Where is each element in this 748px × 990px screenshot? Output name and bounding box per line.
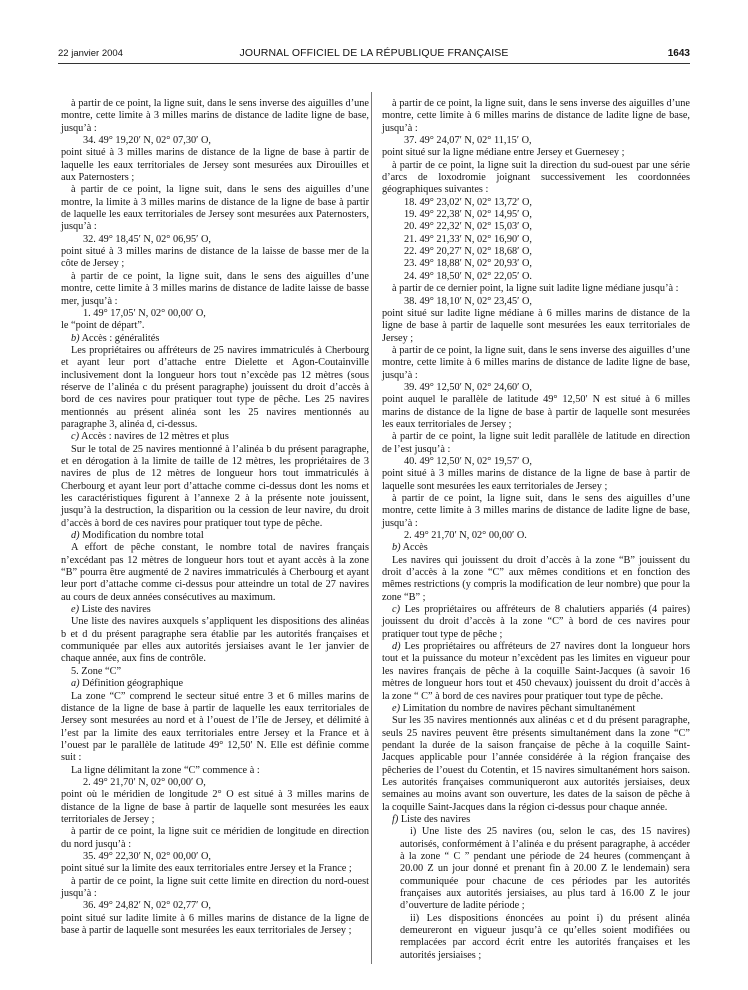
subsection-label: c) bbox=[392, 604, 400, 616]
paragraph-text: La zone “C” comprend le secteur situé entre 3 et 6 milles marins de distance de la ligne de base à partir de laquelle les eaux territoriales de Jersey sont mesurées au nord et à l’ouest de l’île de Jersey, et délimité à l’est par la limite des eaux territoriales entre Jersey et la France et à l’ouest par le parallèle de latitude 49° 12,50′ N. Elle est définie comme suit : bbox=[61, 690, 369, 764]
paragraph-text: 18. 49° 23,02′ N, 02° 13,72′ O, bbox=[404, 196, 533, 208]
paragraph-text: Une liste des navires auxquels s’appliquent les dispositions des alinéas b et d du présent paragraphe sera établie par les autorités françaises et communiquée par elles aux autorités jersiaises avant le 1er janvier de chaque année, aux fins de contrôle. bbox=[61, 616, 369, 665]
coordinate-line bbox=[61, 234, 369, 246]
paragraph bbox=[61, 616, 369, 665]
paragraph-text: Sur le total de 25 navires mentionné à l’alinéa b du présent paragraphe, et en dérogation à la limite de taille de 12 mètres, les propriétaires de 3 navires de plus de 12 mètres de longueur hors tout immatriculés à Cherbourg et ayant leur port d’attache comme ci-dessus dont les noms et les caractéristiques figurent à l’annexe 2 à la présente note jouissent, jusqu’à la destruction, la disparition ou la cession de leur navire, du droit d’accès à bord de ces navires pour pratiquer tout type de pêche. bbox=[61, 443, 369, 529]
paragraph-text: à partir de ce point, la ligne suit la direction du sud-ouest par une série d’arcs de loxodromie joignant successivement les coordonnées géographiques suivantes : bbox=[382, 159, 690, 196]
paragraph-text: 23. 49° 18,88′ N, 02° 20,93′ O, bbox=[404, 258, 533, 270]
page-header bbox=[0, 0, 748, 80]
subsection-label: b) bbox=[71, 332, 80, 344]
coordinate-line bbox=[61, 851, 369, 863]
paragraph-text: Sur les 35 navires mentionnés aux alinéas c et d du présent paragraphe, seuls 25 navires peuvent être présents simultanément dans la zone “C” pendant la durée de la saison française de pêche à la coquille Saint-Jacques applicable pour l’année considérée à la région française des pêcheries de l’ouest du Cotentin, et 15 navires simultanément hors saison. Les autorités françaises communiqueront aux autorités jersiaises, deux semaines au moins avant son ouverture, les dates de la saison de pêche à la coquille Saint-Jacques dans la région ci-dessus pour chaque année. bbox=[382, 715, 690, 813]
paragraph-text: 5. Zone “C” bbox=[71, 665, 122, 677]
paragraph-text: Liste des navires bbox=[81, 604, 151, 616]
header-date: 22 janvier 2004 bbox=[58, 48, 123, 59]
coordinate-line bbox=[382, 382, 690, 394]
page-number: 1643 bbox=[667, 48, 690, 59]
paragraph bbox=[61, 147, 369, 184]
paragraph bbox=[61, 913, 369, 938]
paragraph-text: 2. 49° 21,70′ N, 02° 00,00′ O. bbox=[404, 530, 527, 542]
paragraph-text: Accès : navires de 12 mètres et plus bbox=[81, 431, 229, 443]
coordinate-line bbox=[382, 135, 690, 147]
subsection-paragraph bbox=[382, 604, 690, 641]
column-divider bbox=[371, 92, 372, 964]
paragraph-text: point auquel le parallèle de latitude 49° 12,50′ N est situé à 6 milles marins de distance de la ligne de base à partir de laquelle sont mesurées les eaux territoriales de Jersey ; bbox=[382, 394, 690, 430]
header-title: JOURNAL OFFICIEL DE LA RÉPUBLIQUE FRANÇAISE bbox=[239, 47, 509, 59]
paragraph bbox=[61, 98, 369, 135]
paragraph-text: 21. 49° 21,33′ N, 02° 16,90′ O, bbox=[404, 233, 533, 245]
subsection-paragraph bbox=[382, 703, 690, 715]
paragraph-text: à partir de ce point, la ligne suit, dans le sens des aiguilles d’une montre, la limite à 3 milles marins de distance de la ligne de base à partir de laquelle les eaux territoriales de Jersey sont mesurées aux Paternosters, jusqu’à : bbox=[61, 184, 369, 233]
paragraph-text: Accès : généralités bbox=[81, 332, 160, 344]
paragraph bbox=[382, 394, 690, 431]
paragraph-text: à partir de ce dernier point, la ligne suit ladite ligne médiane jusqu’à : bbox=[392, 283, 679, 295]
paragraph bbox=[61, 876, 369, 901]
paragraph bbox=[61, 184, 369, 233]
paragraph bbox=[61, 320, 369, 332]
paragraph bbox=[61, 542, 369, 604]
paragraph-text: 34. 49° 19,20′ N, 02° 07,30′ O, bbox=[83, 135, 212, 147]
subsection-label: e) bbox=[71, 604, 79, 616]
paragraph-text: 40. 49° 12,50′ N, 02° 19,57′ O, bbox=[404, 455, 533, 467]
subsection-label: e) bbox=[392, 702, 400, 714]
paragraph-text: point situé sur ladite ligne médiane à 6 milles marins de distance de la ligne de base à partir de laquelle sont mesurées les eaux territoriales de Jersey ; bbox=[382, 307, 690, 344]
paragraph-text: 32. 49° 18,45′ N, 02° 06,95′ O, bbox=[83, 233, 212, 245]
paragraph-text: point situé à 3 milles marins de distance de la ligne de base à partir de laquelle les eaux territoriales de Jersey sont mesurées aux Dirouilles et aux Paternosters ; bbox=[61, 147, 369, 184]
coordinate-line bbox=[382, 221, 690, 233]
subsection-paragraph bbox=[61, 431, 369, 443]
paragraph-text: 2. 49° 21,70′ N, 02° 00,00′ O, bbox=[83, 776, 206, 788]
paragraph-text: 36. 49° 24,82′ N, 02° 02,77′ O, bbox=[83, 900, 212, 912]
paragraph-text: à partir de ce point, la ligne suit, dans le sens des aiguilles d’une montre, cette limite à 3 milles marins de distance de ladite ligne de base, jusqu’à : bbox=[382, 493, 690, 529]
right-column bbox=[382, 98, 690, 962]
coordinate-line bbox=[61, 777, 369, 789]
paragraph bbox=[382, 308, 690, 345]
paragraph bbox=[382, 555, 690, 604]
paragraph-text: 39. 49° 12,50′ N, 02° 24,60′ O, bbox=[404, 381, 533, 393]
left-column bbox=[61, 98, 369, 937]
paragraph-text: à partir de ce point, la ligne suit, dans le sens inverse des aiguilles d’une montre, cette limite à 6 milles marins de distance de ladite ligne de base, jusqu’à : bbox=[382, 98, 690, 134]
subsection-paragraph bbox=[61, 604, 369, 616]
subsection-label: b) bbox=[392, 542, 401, 554]
paragraph-text: Accès bbox=[402, 542, 428, 554]
paragraph-text: La ligne délimitant la zone “C” commence à : bbox=[71, 764, 260, 776]
coordinate-line bbox=[382, 234, 690, 246]
paragraph-text: A effort de pêche constant, le nombre total de navires français n’excédant pas 12 mètres de longueur hors tout et ayant accès à la zone “B” pourra être augmenté de 2 navires immatriculés à Cherbourg et ayant leur port d’attache comme ci-dessus pour atteindre un total de 27 navires au cours de deux années consécutives au maximum. bbox=[61, 542, 369, 603]
subsection-paragraph bbox=[382, 542, 690, 554]
coordinate-line bbox=[382, 258, 690, 270]
paragraph bbox=[382, 493, 690, 530]
coordinate-line bbox=[61, 308, 369, 320]
paragraph bbox=[61, 246, 369, 271]
paragraph bbox=[61, 444, 369, 530]
paragraph-text: à partir de ce point, la ligne suit cette limite en direction du nord-ouest jusqu’à : bbox=[61, 875, 369, 899]
subsection-label: d) bbox=[71, 530, 80, 542]
paragraph-text: Les propriétaires ou affréteurs de 8 chalutiers appariés (4 paires) jouissent du droit d’accès à la zone “C” à bord de ces navires pour pratiquer tout type de pêche ; bbox=[382, 604, 690, 640]
paragraph-text: point situé sur la ligne médiane entre Jersey et Guernesey ; bbox=[382, 147, 625, 159]
subsection-paragraph bbox=[382, 641, 690, 703]
paragraph-text: point situé à 3 milles marins de distance de la laisse de basse mer de la côte de Jersey ; bbox=[61, 246, 369, 270]
paragraph-text: le “point de départ”. bbox=[61, 320, 145, 332]
subsection-label: c) bbox=[71, 431, 79, 443]
paragraph-text: i) Une liste des 25 navires (ou, selon le cas, des 15 navires) autorisés, conformément à l’alinéa e du présent paragraphe, à accéder à la zone “ C ” pendant une période de 24 heures (commençant à 20.00 Z un jour donné et prenant fin à 20.00 Z le lendemain) sera communiquée pour chacune de ces périodes par les autorités françaises aux autorités jersiaises, au plus tard à 16.00 Z le jour d’ouverture de ladite période ; bbox=[400, 826, 690, 912]
paragraph-text: point situé à 3 milles marins de distance de la ligne de base à partir de laquelle sont mesurées les eaux territoriales de Jersey ; bbox=[382, 468, 690, 492]
paragraph bbox=[61, 863, 369, 875]
paragraph bbox=[382, 345, 690, 382]
paragraph-text: ii) Les dispositions énoncées au point i) du présent alinéa demeureront en vigueur jusqu’à ce qu’elles soient modifiées ou remplacées par accord écrit entre les autorités françaises et les autorités jersiaises ; bbox=[400, 912, 690, 961]
subsection-paragraph bbox=[61, 530, 369, 542]
coordinate-line bbox=[382, 296, 690, 308]
coordinate-line bbox=[382, 209, 690, 221]
paragraph-text: Les propriétaires ou affréteurs de 25 navires immatriculés à Cherbourg et ayant leur port d’attache entre Dielette et Agon-Coutainville inclusivement dont la longueur hors tout n’excède pas 12 mètres (sous réserve de l’alinéa c du présent paragraphe) jouissent du droit d’accès à bord de ces navires pour pratiquer tout type de pêche. Les 25 navires mentionnés au présent alinéa sont les 25 navires mentionnés au paragraphe 3, alinéa d, ci-dessus. bbox=[61, 344, 369, 430]
coordinate-line bbox=[382, 246, 690, 258]
paragraph-text: 1. 49° 17,05′ N, 02° 00,00′ O, bbox=[83, 307, 206, 319]
paragraph bbox=[382, 913, 690, 962]
paragraph-text: 35. 49° 22,30′ N, 02° 00,00′ O, bbox=[83, 850, 212, 862]
paragraph-text: 24. 49° 18,50′ N, 02° 22,05′ O. bbox=[404, 270, 533, 282]
coordinate-line bbox=[382, 271, 690, 283]
paragraph-text: Définition géographique bbox=[82, 678, 184, 690]
subsection-label: f) bbox=[392, 813, 399, 825]
paragraph bbox=[61, 789, 369, 826]
paragraph-text: à partir de ce point, la ligne suit, dans le sens inverse des aiguilles d’une montre, cette limite à 6 milles marins de distance de ladite ligne de base, jusqu’à : bbox=[382, 344, 690, 381]
paragraph bbox=[382, 160, 690, 197]
paragraph-text: Les navires qui jouissent du droit d’accès à la zone “B” jouissent du droit d’accès à la zone “C” aux mêmes conditions et en fonction des mêmes restrictions (y compris la modification de leur nombre) que pour la zone “B” ; bbox=[382, 554, 690, 603]
subsection-label: a) bbox=[71, 678, 80, 690]
coordinate-line bbox=[382, 197, 690, 209]
paragraph bbox=[382, 715, 690, 814]
paragraph bbox=[382, 468, 690, 493]
paragraph-text: 22. 49° 20,27′ N, 02° 18,68′ O, bbox=[404, 246, 533, 258]
subsection-paragraph bbox=[61, 678, 369, 690]
paragraph-text: Liste des navires bbox=[400, 813, 471, 825]
paragraph-text: point où le méridien de longitude 2° O est situé à 3 milles marins de distance de la ligne de base à partir de laquelle sont mesurées les eaux territoriales de Jersey ; bbox=[61, 789, 369, 825]
paragraph bbox=[382, 283, 690, 295]
paragraph-text: 38. 49° 18,10′ N, 02° 23,45′ O, bbox=[404, 295, 533, 307]
paragraph-text: à partir de ce point, la ligne suit, dans le sens des aiguilles d’une montre, cette limite à 3 milles marins de distance de ladite laisse de basse mer, jusqu’à : bbox=[61, 270, 369, 307]
paragraph bbox=[382, 147, 690, 159]
header-rule bbox=[58, 63, 690, 64]
paragraph bbox=[382, 826, 690, 912]
coordinate-line bbox=[61, 900, 369, 912]
paragraph-text: Modification du nombre total bbox=[82, 530, 204, 542]
paragraph bbox=[61, 345, 369, 431]
paragraph bbox=[61, 691, 369, 765]
paragraph-text: 19. 49° 22,38′ N, 02° 14,95′ O, bbox=[404, 209, 533, 221]
paragraph-text: 20. 49° 22,32′ N, 02° 15,03′ O, bbox=[404, 221, 533, 233]
paragraph-text: Les propriétaires ou affréteurs de 27 navires dont la longueur hors tout et la puissance du moteur n’excèdent pas les limites en vigueur pour les navires français de pêche à la coquille Saint-Jacques (à savoir 16 mètres de longueur hors tout et 450 chevaux) jouissent du droit d’accès à la zone “ C” à bord de ces navires pour pratiquer tout type de pêche. bbox=[382, 641, 690, 702]
paragraph bbox=[61, 765, 369, 777]
paragraph bbox=[61, 666, 369, 678]
subsection-paragraph bbox=[61, 333, 369, 345]
paragraph-text: point situé sur ladite limite à 6 milles marins de distance de la ligne de base à partir de laquelle sont mesurées les eaux territoriales de Jersey ; bbox=[61, 912, 369, 937]
paragraph bbox=[61, 271, 369, 308]
coordinate-line bbox=[382, 456, 690, 468]
paragraph bbox=[382, 98, 690, 135]
subsection-paragraph bbox=[382, 814, 690, 826]
paragraph-text: à partir de ce point, la ligne suit ce méridien de longitude en direction du nord jusqu’à : bbox=[61, 826, 369, 850]
paragraph-text: à partir de ce point, la ligne suit ledit parallèle de latitude en direction de l’est jusqu’à : bbox=[382, 431, 690, 455]
paragraph-text: Limitation du nombre de navires pêchant simultanément bbox=[402, 702, 636, 714]
coordinate-line bbox=[61, 135, 369, 147]
subsection-label: d) bbox=[392, 641, 401, 653]
paragraph bbox=[61, 826, 369, 851]
coordinate-line bbox=[382, 530, 690, 542]
paragraph-text: à partir de ce point, la ligne suit, dans le sens inverse des aiguilles d’une montre, cette limite à 3 milles marins de distance de ladite ligne de base, jusqu’à : bbox=[61, 98, 369, 134]
paragraph bbox=[382, 431, 690, 456]
paragraph-text: 37. 49° 24,07′ N, 02° 11,15′ O, bbox=[404, 135, 532, 147]
paragraph-text: point situé sur la limite des eaux territoriales entre Jersey et la France ; bbox=[61, 863, 352, 875]
